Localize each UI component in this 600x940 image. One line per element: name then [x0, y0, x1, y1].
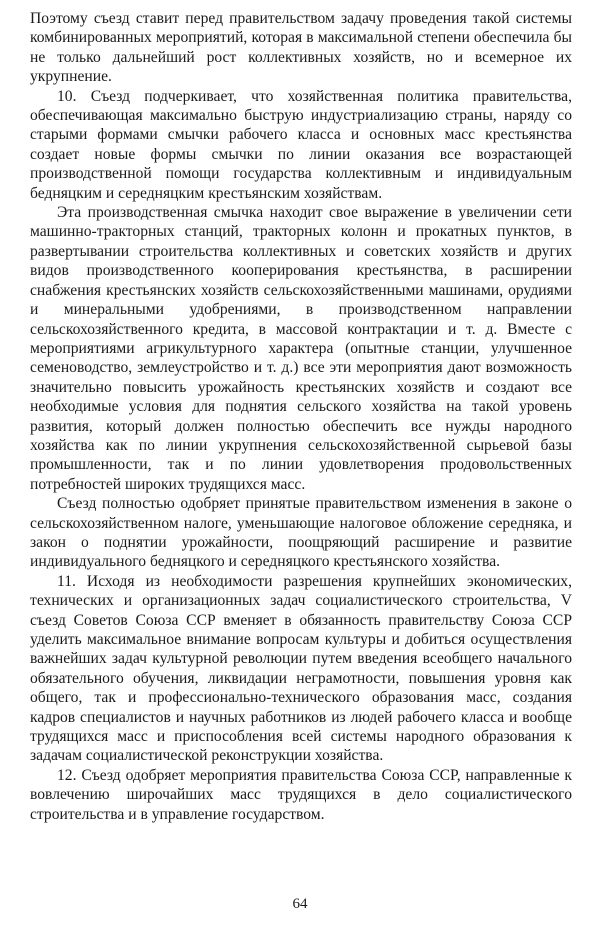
paragraph-production-link: Эта производственная смычка находит свое выражение в увеличении сети машинно-тракторных станций, тракторных колонн и прокатных пунктов, в развертывании строительства коллективных и советских хозяйств и других видов производственного кооперирования крестьянства, в расширении снабжения крестьянских хозяйств сельскохозяйственными машинами, орудиями и минеральными удобрениями, в производственном направлении сельскохозяйственного кредита, в массовой контрактации и т. д. Вместе с мероприятиями агрикультурного характера (опытные станции, улучшенное семеноводство, землеустройство и т. д.) все эти мероприятия дают возможность значительно повысить урожайность крестьянских хозяйств и создают все необходимые условия для поднятия сельского хозяйства на такой уровень развития, который должен полностью обеспечить все нужды народного хозяйства как по линии укрупнения сельскохозяйственной сырьевой базы промышленности, так и по линии удовлетворения продовольственных потребностей широких трудящихся масс.	[30, 204, 572, 493]
paragraph-tax-law: Съезд полностью одобряет принятые правительством изменения в законе о сельскохозяйственном налоге, уменьшающие налоговое обложение середняка, и закон о поднятии урожайности, поощряющий расширение и развитие индивидуального бедняцкого и середняцкого крестьянского хозяйства.	[30, 495, 572, 571]
paragraph-point-10: 10. Съезд подчеркивает, что хозяйственная политика правительства, обеспечивающая максимально быструю индустриализацию страны, наряду со старыми формами смычки рабочего класса и основных масс крестьянства создает новые формы смычки по линии оказания все возрастающей производственной помощи государства коллективным и индивидуальным бедняцким и середняцким крестьянским хозяйствам.	[30, 87, 572, 202]
page-number: 64	[292, 896, 308, 912]
paragraph-point-12: 12. Съезд одобряет мероприятия правительства Союза ССР, направленные к вовлечению широчайших масс трудящихся в дело социалистического строительства и в управление государством.	[30, 766, 572, 823]
paragraph-continuation: Поэтому съезд ставит перед правительством задачу проведения такой системы комбинированных мероприятий, которая в максимальной степени обеспечила бы не только дальнейший рост коллективных хозяйств, но и всемерное их укрупнение.	[30, 10, 572, 86]
paragraph-point-11: 11. Исходя из необходимости разрешения крупнейших экономических, технических и организационных задач социалистического строительства, V съезд Советов Союза ССР вменяет в обязанность правительству Союза ССР уделить максимальное внимание вопросам культуры и добиться осуществления важнейших задач культурной революции путем введения всеобщего начального обязательного обучения, ликвидации неграмотности, повышения уровня как общего, так и профессионально-технического образования масс, создания кадров специалистов и научных работников из людей рабочего класса и вообще трудящихся масс и приспособления всей системы народного образования к задачам социалистической реконструкции хозяйства.	[30, 572, 572, 765]
